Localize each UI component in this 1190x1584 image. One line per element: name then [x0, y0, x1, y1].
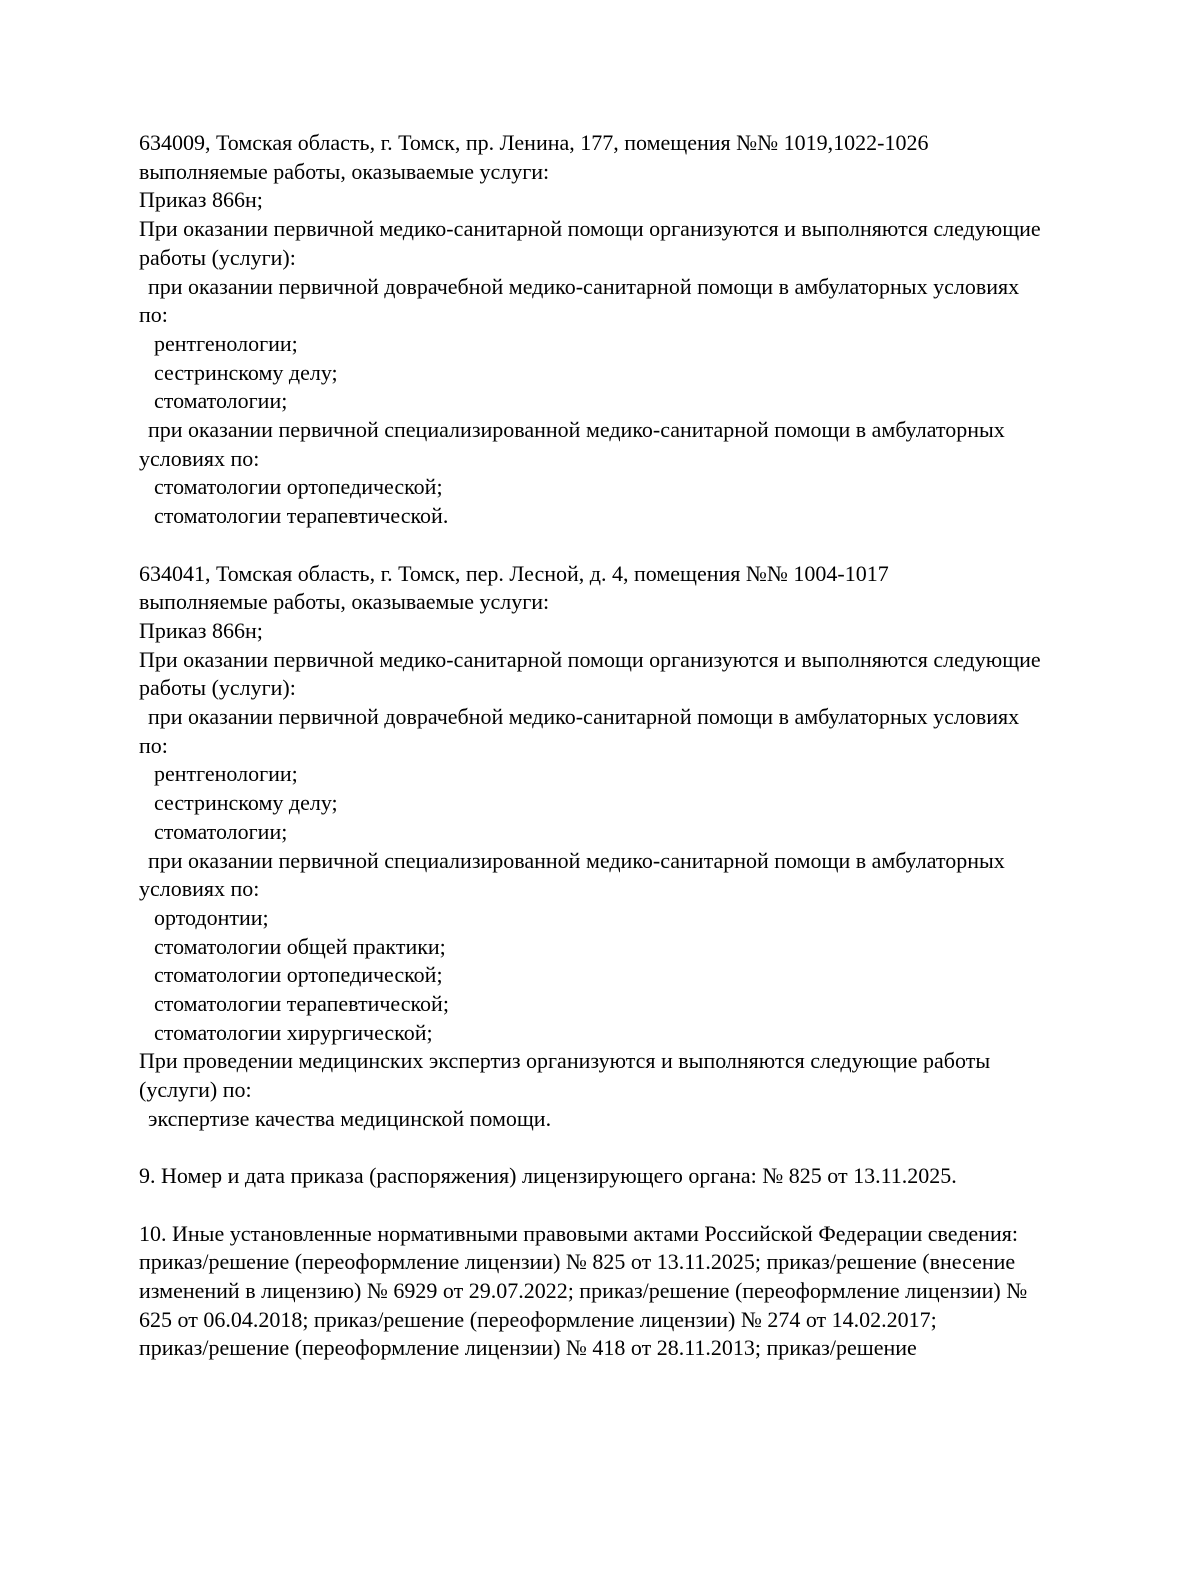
text-line: стоматологии; [154, 818, 288, 844]
text-line: стоматологии; [154, 388, 288, 414]
text-line: условиях по: [139, 445, 260, 471]
text-line: При проведении медицинских экспертиз организуются и выполняются следующие работы [139, 1048, 991, 1074]
text-line: работы (услуги): [139, 675, 296, 701]
text-line: по: [139, 732, 168, 758]
text-line: стоматологии ортопедической; [154, 962, 443, 988]
text-line: Приказ 866н; [139, 187, 263, 213]
text-line: приказ/решение (переоформление лицензии) № 418 от 28.11.2013; приказ/решение [139, 1335, 917, 1361]
blank-line [139, 531, 1160, 560]
text-line: условиях по: [139, 876, 260, 902]
text-line: При оказании первичной медико-санитарной помощи организуются и выполняются следующие [139, 646, 1041, 672]
text-line: стоматологии терапевтической. [154, 503, 449, 529]
text-line: Приказ 866н; [139, 617, 263, 643]
text-line: при оказании первичной специализированной медико-санитарной помощи в амбулаторных [148, 417, 1005, 443]
text-line: 625 от 06.04.2018; приказ/решение (переоформление лицензии) № 274 от 14.02.2017; [139, 1306, 937, 1332]
text-line: при оказании первичной специализированной медико-санитарной помощи в амбулаторных [148, 847, 1005, 873]
text-line: 634041, Томская область, г. Томск, пер. Лесной, д. 4, помещения №№ 1004-1017 [139, 560, 889, 586]
text-line: при оказании первичной доврачебной медико-санитарной помощи в амбулаторных условиях [148, 273, 1020, 299]
text-line: стоматологии ортопедической; [154, 474, 443, 500]
text-line: рентгенологии; [154, 330, 298, 356]
text-line: работы (услуги): [139, 244, 296, 270]
text-line: по: [139, 302, 168, 328]
text-line: стоматологии общей практики; [154, 933, 446, 959]
text-line: экспертизе качества медицинской помощи. [148, 1105, 552, 1131]
text-line: При оказании первичной медико-санитарной помощи организуются и выполняются следующие [139, 216, 1041, 242]
text-line: 9. Номер и дата приказа (распоряжения) лицензирующего органа: № 825 от 13.11.2025. [139, 1163, 957, 1189]
document-text-block [139, 129, 1160, 1363]
text-line: изменений в лицензию) № 6929 от 29.07.2022; приказ/решение (переоформление лицензии) № [139, 1278, 1028, 1304]
blank-line [139, 1191, 1160, 1220]
text-line: (услуги) по: [139, 1077, 252, 1103]
text-line: 10. Иные установленные нормативными правовыми актами Российской Федерации сведения: [139, 1220, 1018, 1246]
text-line: приказ/решение (переоформление лицензии) № 825 от 13.11.2025; приказ/решение (внесение [139, 1249, 1016, 1275]
text-line: сестринскому делу; [154, 359, 338, 385]
text-line: 634009, Томская область, г. Томск, пр. Ленина, 177, помещения №№ 1019,1022-1026 [139, 130, 929, 155]
text-line: стоматологии хирургической; [154, 1019, 433, 1045]
text-line: рентгенологии; [154, 761, 298, 787]
text-line: выполняемые работы, оказываемые услуги: [139, 589, 550, 615]
text-line: сестринскому делу; [154, 790, 338, 816]
blank-line [139, 1134, 1160, 1163]
text-line: при оказании первичной доврачебной медико-санитарной помощи в амбулаторных условиях [148, 704, 1020, 730]
text-line: стоматологии терапевтической; [154, 991, 449, 1017]
text-line: выполняемые работы, оказываемые услуги: [139, 158, 550, 184]
text-line: ортодонтии; [154, 904, 269, 930]
